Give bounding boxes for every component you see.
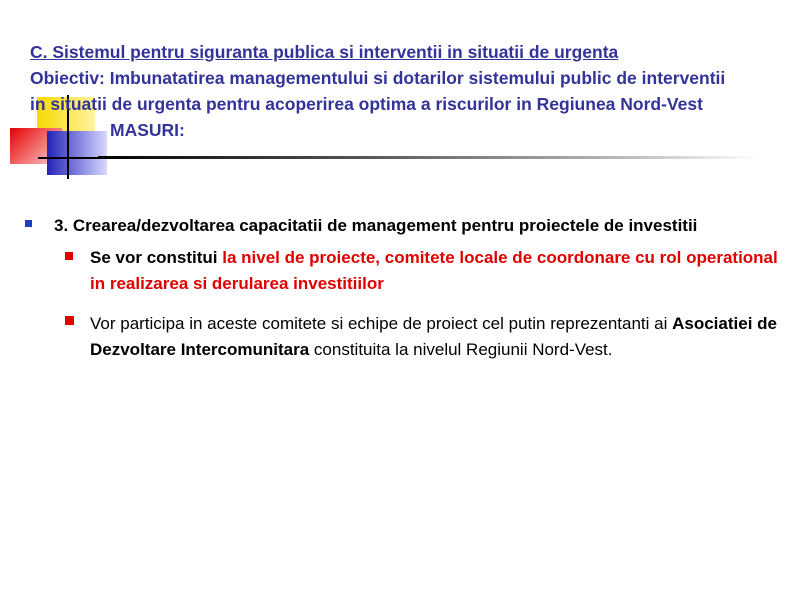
sub-point-2 [90,311,780,363]
short-horizontal-line [38,157,98,159]
sub-point-2-tail: constituita la nivelul Regiunii Nord-Vest. [309,340,613,359]
masuri-heading: MASURI: [110,120,185,140]
title-divider [98,156,758,159]
sub-point-1-highlight: la nivel de proiecte, comitete locale de coordonare cu rol operational in realizarea si derularea investitiilor [90,248,778,293]
title-line-3: in situatii de urgenta pentru acoperirea optima a riscurilor in Regiunea Nord-Vest [30,94,703,114]
title-line-2: Obiectiv: Imbunatatirea managementului si dotarilor sistemului public de interventii [30,68,726,88]
title-line-1: C. Sistemul pentru siguranta publica si interventii in situatii de urgenta [30,42,619,62]
sub-point-2-bold: Asociatiei de Dezvoltare Intercomunitara [90,314,777,359]
main-point: 3. Crearea/dezvoltarea capacitatii de management pentru proiectele de investitii [54,216,698,235]
slide-title [30,39,770,143]
sub-point-2-lead: Vor participa in aceste comitete si echipe de proiect cel putin reprezentanti ai [90,314,673,333]
sub-point-1 [90,245,780,297]
square-bullet-icon [65,316,74,325]
square-bullet-icon [25,220,32,227]
sub-point-1-lead: Se vor constitui [90,248,223,267]
square-bullet-icon [65,252,73,260]
